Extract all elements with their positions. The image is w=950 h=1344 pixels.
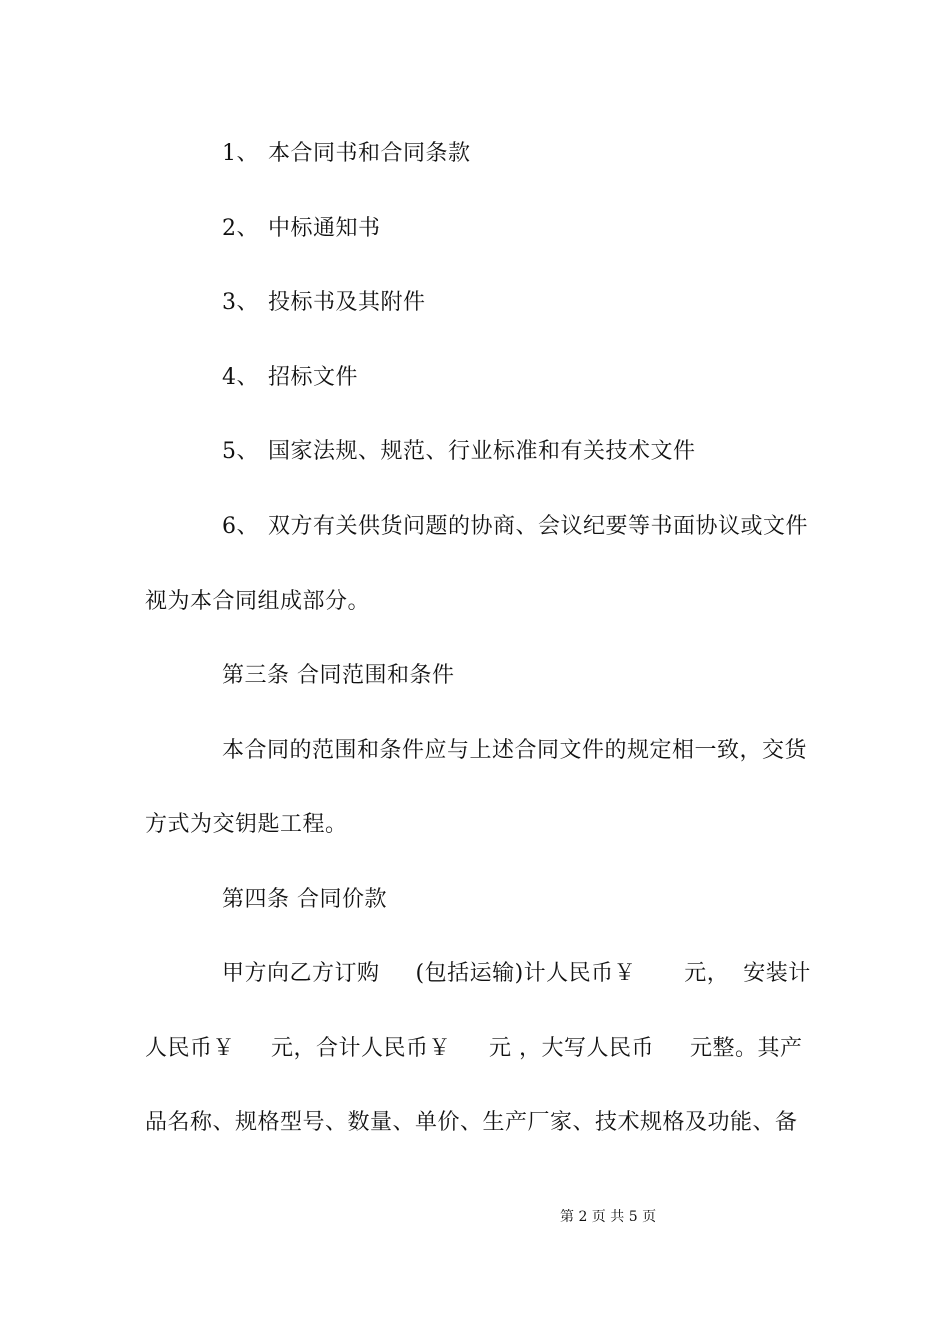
list-item-6 bbox=[222, 512, 808, 542]
list-text: 国家法规、规范、行业标准和有关技术文件 bbox=[268, 439, 696, 464]
article4-heading: 第四条 合同价款 bbox=[222, 887, 387, 912]
article4-paragraph-line2 bbox=[145, 1034, 803, 1064]
list-continuation: 视为本合同组成部分。 bbox=[145, 589, 371, 614]
text-segment: 元 ，大写人民币 bbox=[489, 1036, 655, 1061]
list-number: 2、 bbox=[222, 216, 259, 241]
list-item-1 bbox=[222, 139, 471, 169]
text-segment: 安装计 bbox=[743, 961, 811, 986]
article4-paragraph-line1 bbox=[222, 959, 811, 989]
list-number: 5、 bbox=[222, 439, 259, 464]
list-text: 招标文件 bbox=[268, 365, 359, 390]
text-segment: 元， bbox=[684, 961, 730, 986]
list-item-3 bbox=[222, 288, 426, 318]
list-item-4 bbox=[222, 363, 358, 393]
list-number: 4、 bbox=[222, 365, 259, 390]
text-segment: 人民币￥ bbox=[145, 1036, 236, 1061]
article3-heading: 第三条 合同范围和条件 bbox=[222, 663, 455, 688]
list-number: 6、 bbox=[222, 514, 259, 539]
list-text: 中标通知书 bbox=[268, 216, 381, 241]
text-segment: 甲方向乙方订购 bbox=[222, 961, 380, 986]
text-segment: 元整。其产 bbox=[690, 1036, 803, 1061]
list-item-5 bbox=[222, 437, 696, 467]
page-number-footer: 第 2 页 共 5 页 bbox=[560, 1209, 657, 1225]
list-item-2 bbox=[222, 214, 381, 244]
list-text: 双方有关供货问题的协商、会议纪要等书面协议或文件 bbox=[268, 514, 809, 539]
list-text: 投标书及其附件 bbox=[268, 290, 426, 315]
article3-paragraph-line2: 方式为交钥匙工程。 bbox=[145, 812, 348, 837]
text-segment: (包括运输)计人民币￥ bbox=[415, 961, 637, 986]
list-number: 3、 bbox=[222, 290, 259, 315]
article3-paragraph-line1: 本合同的范围和条件应与上述合同文件的规定相一致，交货 bbox=[222, 738, 808, 763]
article4-paragraph-line3: 品名称、规格型号、数量、单价、生产厂家、技术规格及功能、备 bbox=[145, 1110, 798, 1135]
list-number: 1、 bbox=[222, 141, 259, 166]
text-segment: 元，合计人民币￥ bbox=[271, 1036, 452, 1061]
list-text: 本合同书和合同条款 bbox=[268, 141, 471, 166]
